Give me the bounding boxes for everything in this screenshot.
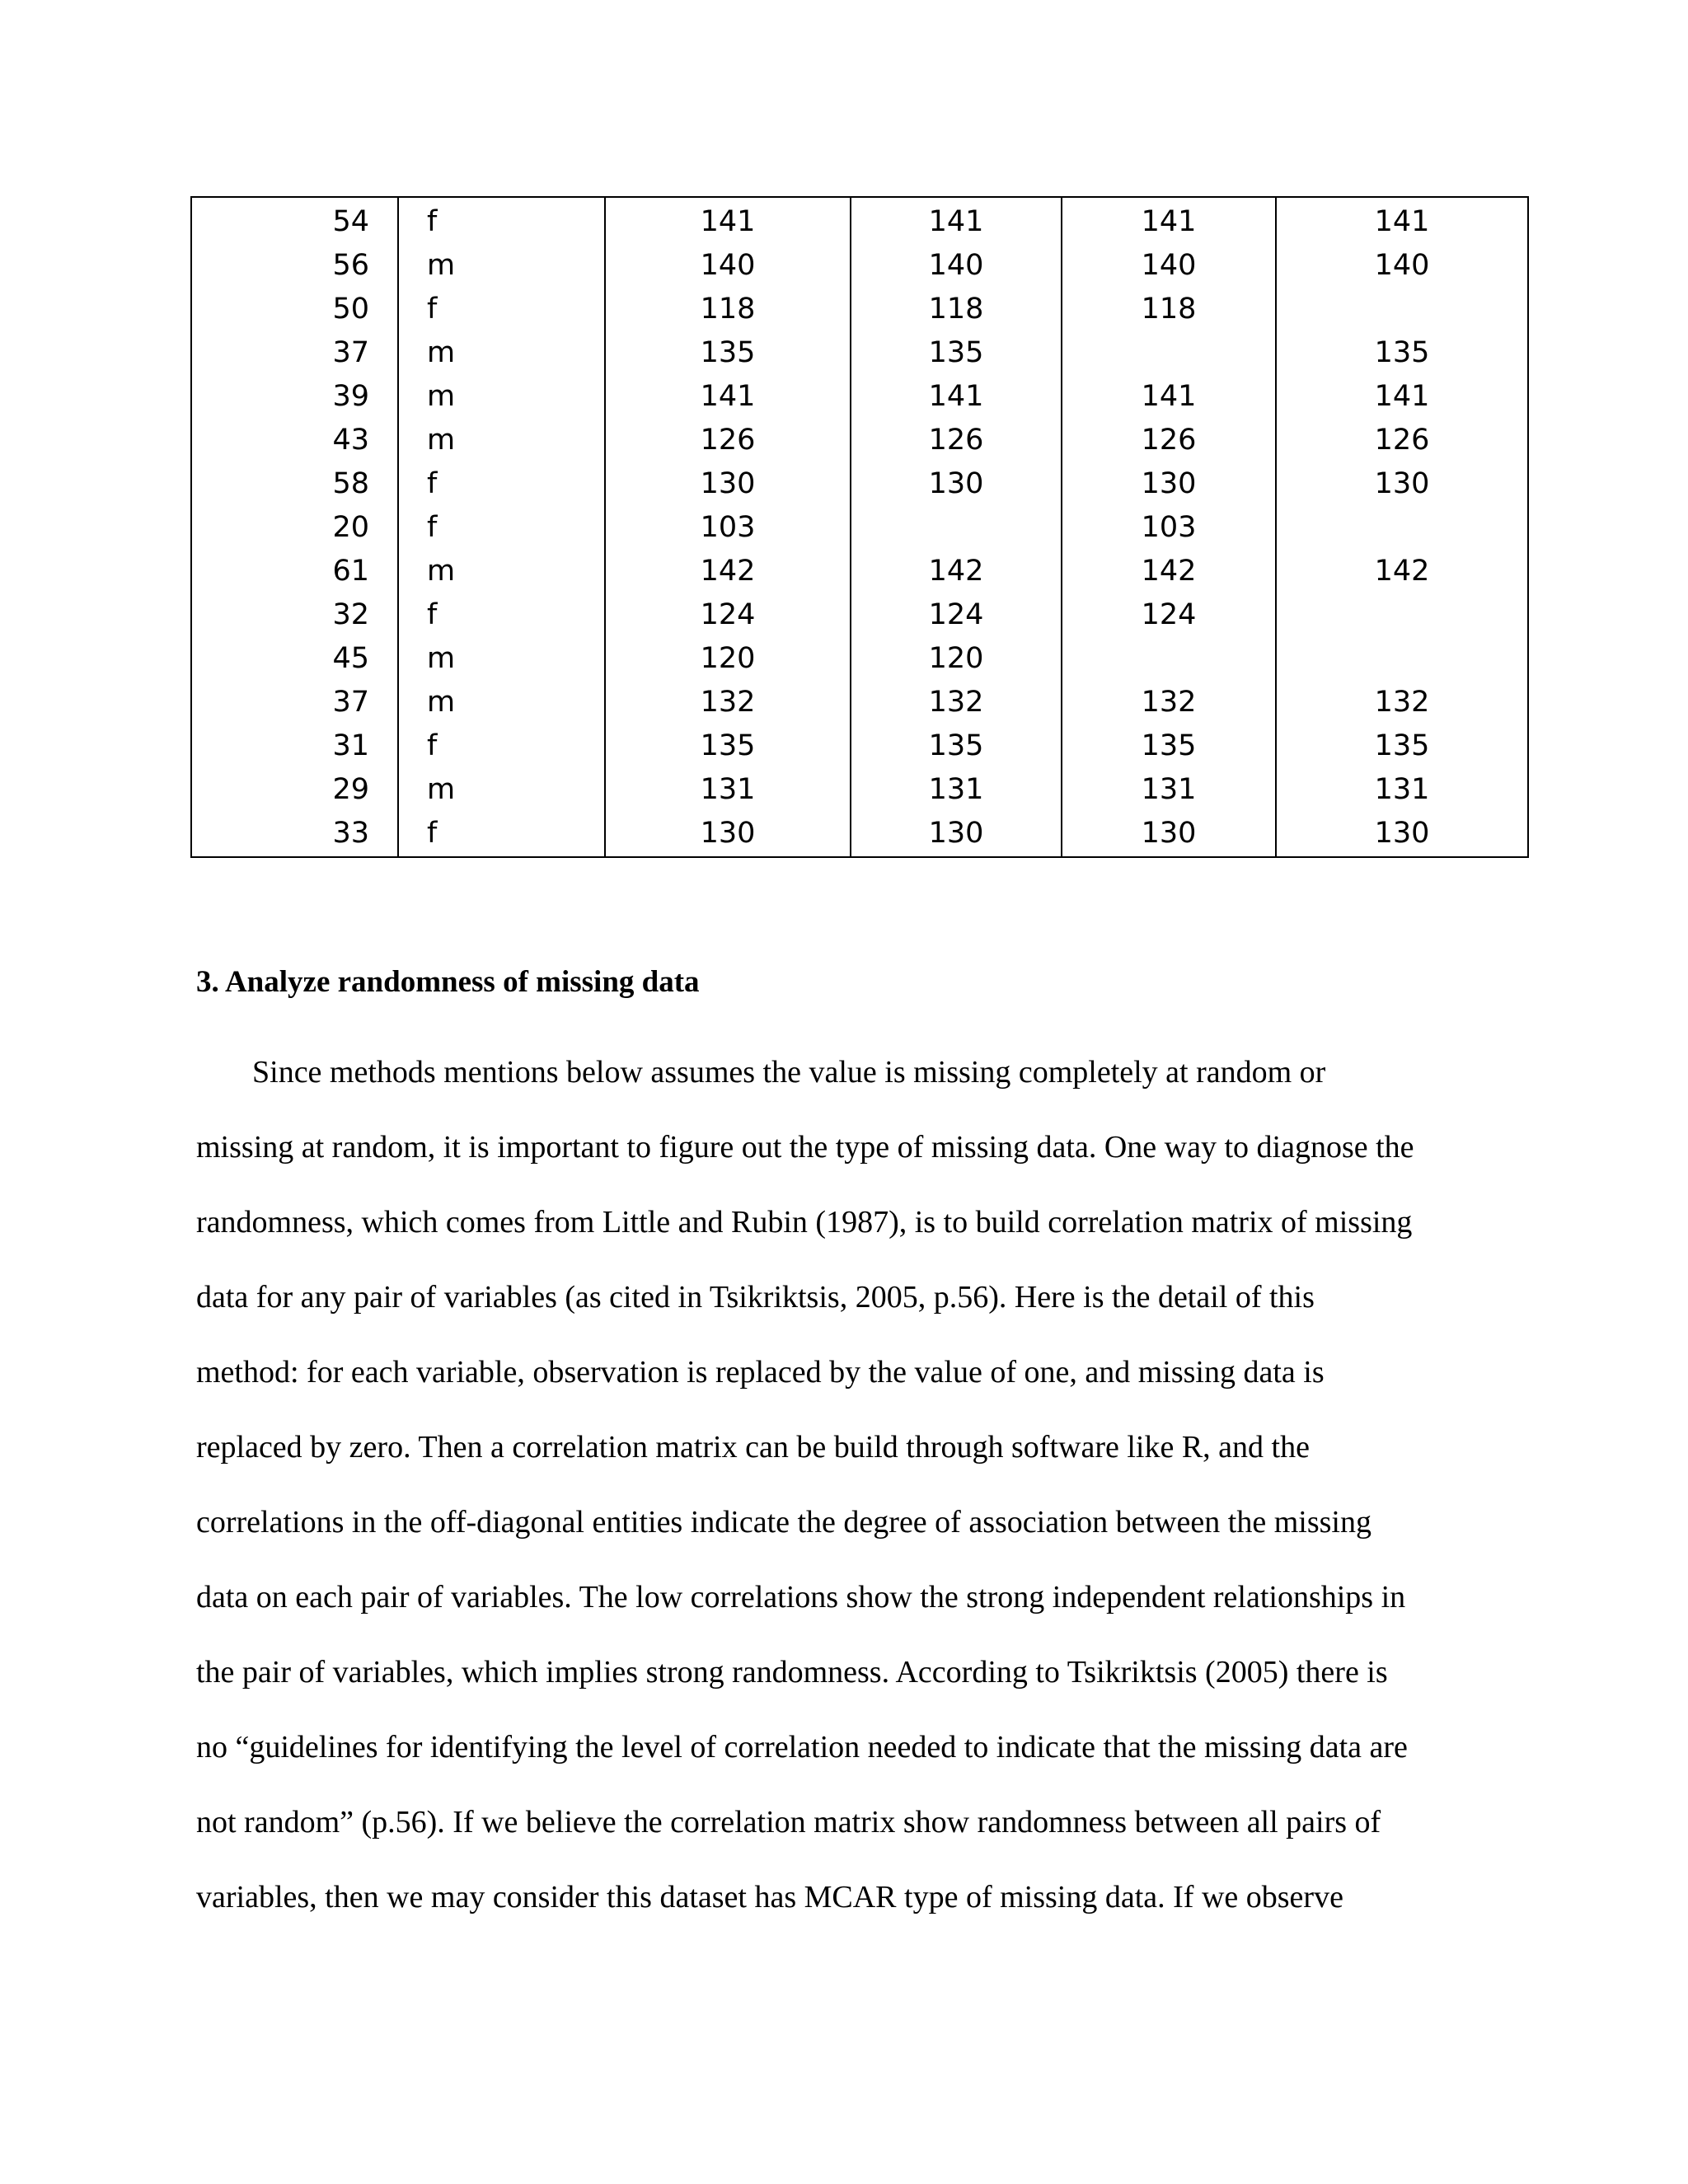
age-cell: 61 [191,550,398,593]
table-row [191,331,1528,375]
value-cell-4: 135 [1276,724,1528,768]
value-cell-1: 124 [605,593,851,637]
value-cell-3: 132 [1062,681,1276,724]
value-cell-2: 126 [851,419,1062,462]
age-cell: 39 [191,375,398,419]
value-cell-1: 120 [605,637,851,681]
value-cell-2 [851,506,1062,550]
value-cell-4: 135 [1276,331,1528,375]
value-cell-4 [1276,637,1528,681]
sex-cell: m [398,768,605,812]
age-cell: 54 [191,197,398,244]
value-cell-4 [1276,506,1528,550]
value-cell-2: 124 [851,593,1062,637]
table-row [191,419,1528,462]
value-cell-3: 130 [1062,812,1276,857]
sex-cell: m [398,244,605,288]
sex-cell: m [398,681,605,724]
sex-cell: m [398,637,605,681]
paragraph-line: missing at random, it is important to figure out the type of missing data. One way to diagnose the [196,1130,1414,1165]
paragraph-line: method: for each variable, observation is replaced by the value of one, and missing data is [196,1355,1325,1390]
value-cell-2: 130 [851,462,1062,506]
section-heading: 3. Analyze randomness of missing data [196,965,700,999]
value-cell-4: 142 [1276,550,1528,593]
value-cell-4: 140 [1276,244,1528,288]
value-cell-4: 130 [1276,462,1528,506]
value-cell-2: 140 [851,244,1062,288]
age-cell: 29 [191,768,398,812]
value-cell-1: 131 [605,768,851,812]
value-cell-3: 142 [1062,550,1276,593]
value-cell-2: 131 [851,768,1062,812]
paragraph-line: Since methods mentions below assumes the value is missing completely at random or [252,1055,1326,1090]
sex-cell: f [398,197,605,244]
table-row [191,724,1528,768]
age-cell: 50 [191,288,398,331]
value-cell-2: 141 [851,375,1062,419]
age-cell: 58 [191,462,398,506]
value-cell-2: 135 [851,724,1062,768]
sex-cell: f [398,812,605,857]
value-cell-3: 118 [1062,288,1276,331]
paragraph-line: variables, then we may consider this dataset has MCAR type of missing data. If we observe [196,1880,1343,1915]
age-cell: 56 [191,244,398,288]
value-cell-3: 131 [1062,768,1276,812]
value-cell-4 [1276,593,1528,637]
paragraph-line: correlations in the off-diagonal entities indicate the degree of association between the missing [196,1505,1372,1540]
value-cell-3: 141 [1062,197,1276,244]
paragraph-line: not random” (p.56). If we believe the correlation matrix show randomness between all pairs of [196,1805,1381,1840]
table-row [191,288,1528,331]
sex-cell: f [398,288,605,331]
value-cell-1: 135 [605,724,851,768]
table-row [191,506,1528,550]
table-row [191,550,1528,593]
value-cell-3: 103 [1062,506,1276,550]
sex-cell: m [398,550,605,593]
value-cell-1: 135 [605,331,851,375]
value-cell-4: 132 [1276,681,1528,724]
value-cell-1: 141 [605,197,851,244]
table-body [191,197,1528,857]
paragraph-line: randomness, which comes from Little and Rubin (1987), is to build correlation matrix of missing [196,1205,1413,1240]
value-cell-3: 135 [1062,724,1276,768]
value-cell-3 [1062,331,1276,375]
value-cell-4 [1276,288,1528,331]
sex-cell: f [398,462,605,506]
value-cell-4: 130 [1276,812,1528,857]
value-cell-4: 131 [1276,768,1528,812]
value-cell-3: 130 [1062,462,1276,506]
value-cell-1: 132 [605,681,851,724]
value-cell-2: 130 [851,812,1062,857]
sex-cell: f [398,593,605,637]
paragraph-line: the pair of variables, which implies strong randomness. According to Tsikriktsis (2005) there is [196,1655,1388,1690]
value-cell-1: 103 [605,506,851,550]
sex-cell: m [398,419,605,462]
value-cell-3 [1062,637,1276,681]
sex-cell: m [398,331,605,375]
value-cell-4: 141 [1276,375,1528,419]
value-cell-2: 142 [851,550,1062,593]
sex-cell: f [398,506,605,550]
table-row [191,768,1528,812]
table-row [191,462,1528,506]
table-row [191,681,1528,724]
table-row [191,244,1528,288]
age-cell: 37 [191,331,398,375]
sex-cell: m [398,375,605,419]
value-cell-2: 120 [851,637,1062,681]
value-cell-1: 130 [605,462,851,506]
table-row [191,375,1528,419]
value-cell-1: 142 [605,550,851,593]
paragraph-line: data on each pair of variables. The low correlations show the strong independent relationships in [196,1580,1406,1615]
value-cell-1: 118 [605,288,851,331]
age-cell: 45 [191,637,398,681]
value-cell-3: 124 [1062,593,1276,637]
value-cell-4: 141 [1276,197,1528,244]
value-cell-2: 141 [851,197,1062,244]
table-row [191,812,1528,857]
value-cell-3: 126 [1062,419,1276,462]
paragraph-line: replaced by zero. Then a correlation matrix can be build through software like R, and the [196,1430,1310,1465]
age-cell: 43 [191,419,398,462]
paragraph-line: data for any pair of variables (as cited in Tsikriktsis, 2005, p.56). Here is the detail of this [196,1280,1315,1315]
data-table [190,196,1529,858]
value-cell-1: 140 [605,244,851,288]
value-cell-1: 130 [605,812,851,857]
table-row [191,197,1528,244]
body-paragraph [196,1035,1515,1935]
value-cell-1: 126 [605,419,851,462]
sex-cell: f [398,724,605,768]
age-cell: 32 [191,593,398,637]
value-cell-2: 118 [851,288,1062,331]
age-cell: 31 [191,724,398,768]
age-cell: 20 [191,506,398,550]
paragraph-line: no “guidelines for identifying the level of correlation needed to indicate that the missing data are [196,1730,1408,1765]
table-row [191,593,1528,637]
value-cell-4: 126 [1276,419,1528,462]
value-cell-3: 141 [1062,375,1276,419]
age-cell: 33 [191,812,398,857]
value-cell-2: 132 [851,681,1062,724]
value-cell-3: 140 [1062,244,1276,288]
table-row [191,637,1528,681]
value-cell-2: 135 [851,331,1062,375]
value-cell-1: 141 [605,375,851,419]
age-cell: 37 [191,681,398,724]
